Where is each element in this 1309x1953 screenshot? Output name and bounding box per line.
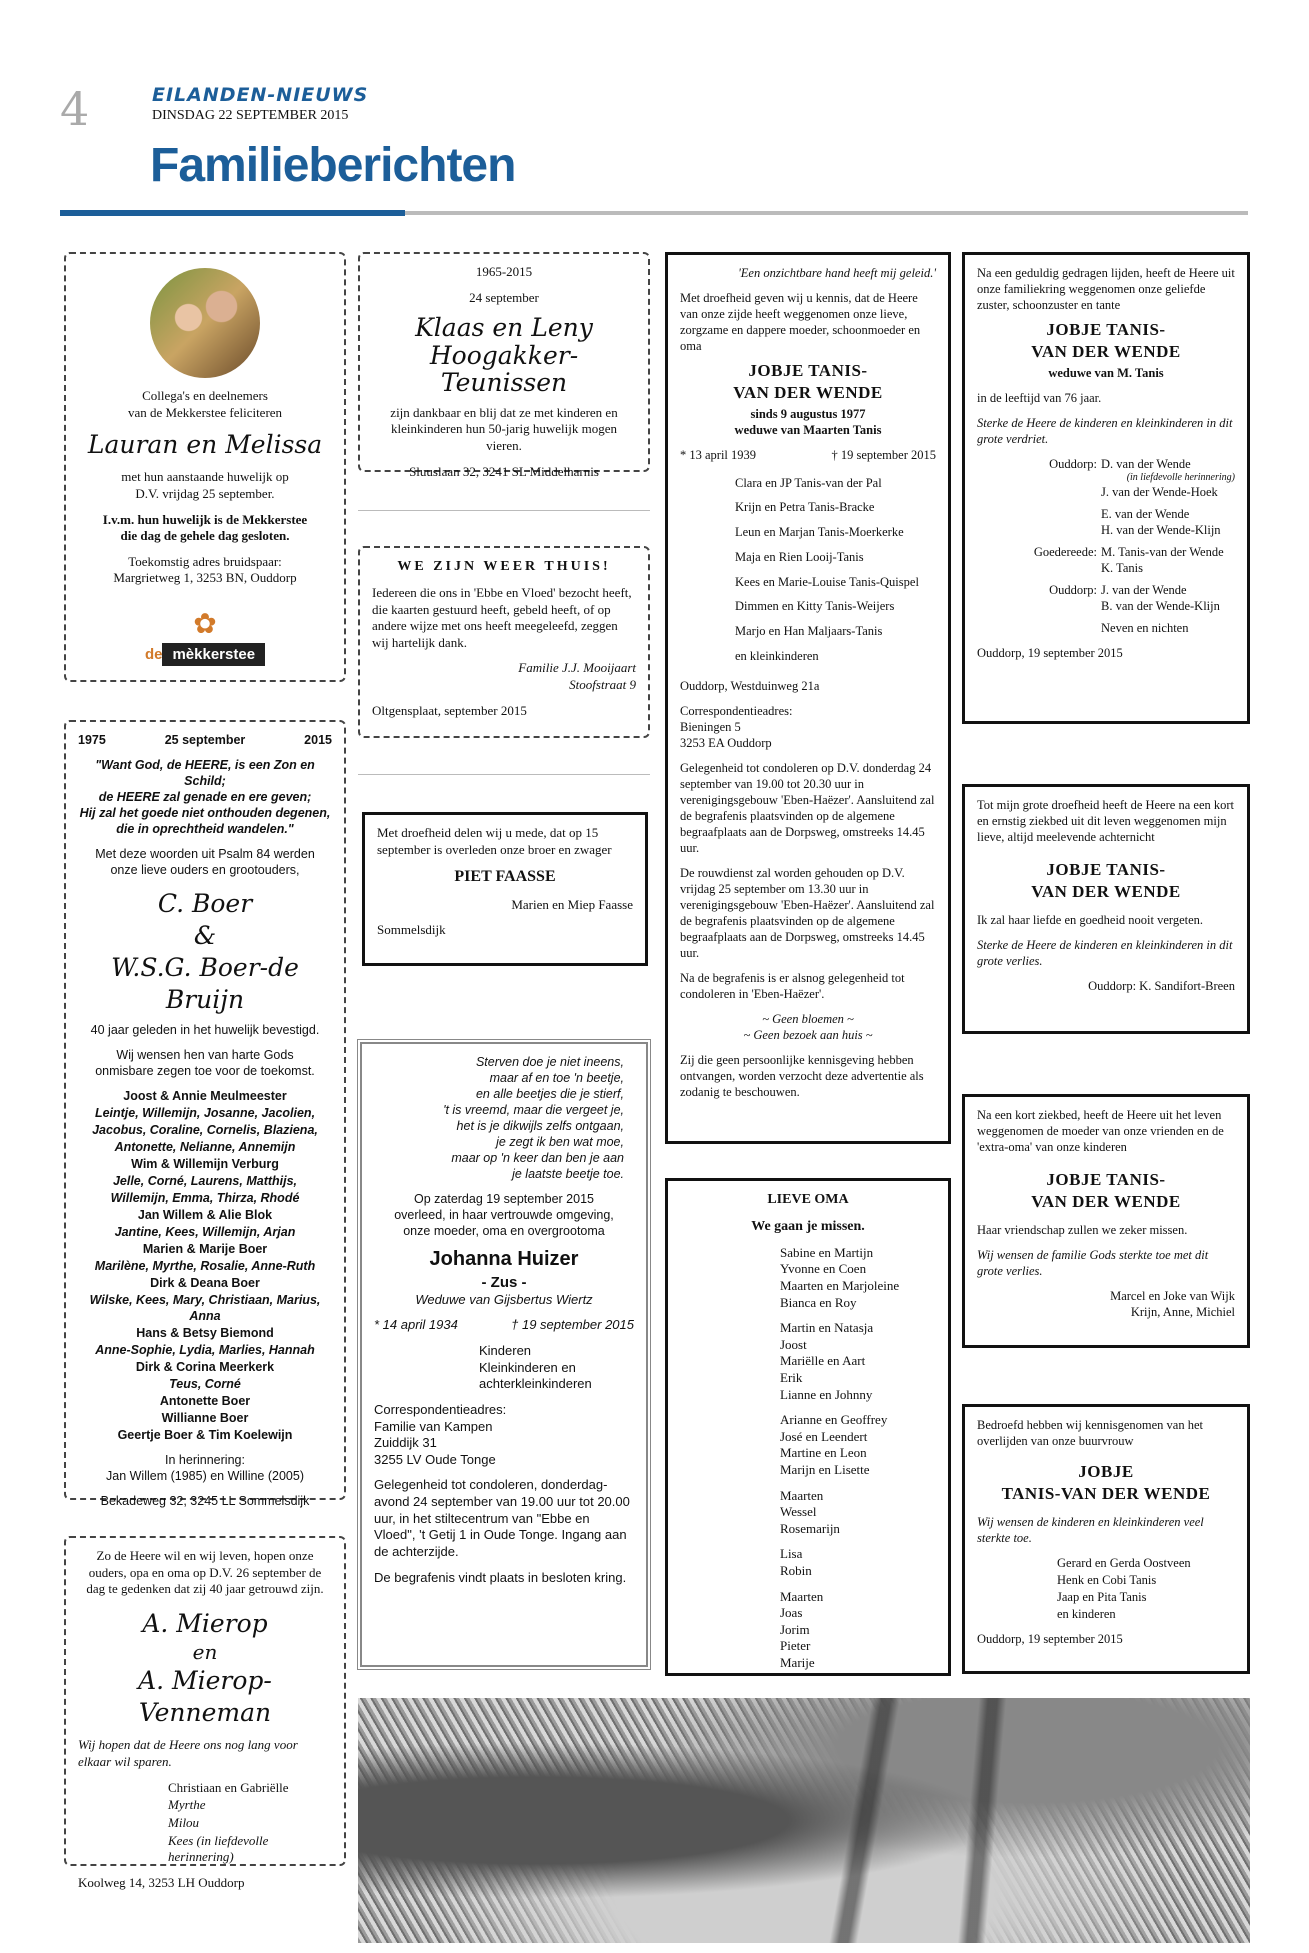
family-line: Dirk & Corina Meerkerk [135,1360,275,1374]
ad-obituary-van-wijk [962,1094,1250,1348]
wish-text: Wij wensen de kinderen en kleinkinderen veel sterkte toe. [977,1514,1204,1545]
ad-wedding-mekkerstee [64,252,346,682]
family-address: Koolweg 14, 3253 LH Ouddorp [78,1874,245,1890]
grandchild-name: Bianca en Roy [780,1294,857,1310]
family-line: Antonette Boer [159,1394,251,1408]
year-start: 1975 [78,733,106,747]
neighbour-name: Gerard en Gerda Oostveen [1057,1555,1191,1570]
relative-names [1101,544,1235,576]
anniversary-date: 25 september [164,733,246,747]
ad-intro: Zo de Heere wil en wij leven, hopen onze ouders, opa en oma op D.V. 26 september de dag te gedenken dat zij 40 jaar getrouwd zijn. [86,1548,324,1597]
grandchild-name: Maarten [780,1588,824,1604]
signature-name: Familie J.J. Mooijaart [518,660,636,676]
family-list [78,1088,332,1443]
family-line: Geertje Boer & Tim Koelewijn [117,1428,293,1442]
after-funeral-info: Na de begrafenis is er alsnog gelegenheid tot condoleren in 'Eben-Haëzer'. [680,970,905,1001]
logo-text: mèkkerstee [162,643,265,666]
ampersand: & [193,921,217,950]
place-date: Ouddorp, 19 september 2015 [977,1631,1123,1646]
relative-name: J. van der Wende [1101,583,1187,598]
wish-text: Wij wensen de familie Gods sterkte toe met dit grote verlies. [977,1247,1209,1278]
widow-of: weduwe van M. Tanis [1048,365,1164,380]
issue-date: DINSDAG 22 SEPTEMBER 2015 [152,108,349,123]
relative-name: D. van der Wende [1101,456,1191,471]
relative-place: Goedereede: [1033,545,1097,560]
relative-name: (in liefdevolle herinnering) [1126,471,1235,483]
died-date: † 19 september 2015 [831,447,936,462]
neighbour-name: Jaap en Pita Tanis [1057,1589,1147,1604]
relative-name: H. van der Wende-Klijn [1101,523,1221,538]
family-line: Joost & Annie Meulmeester [123,1089,287,1103]
grandchild-group [780,1245,936,1310]
grandchild-name: Arianne en Geoffrey [780,1412,888,1428]
grandchild-name: Pieter [780,1638,811,1654]
family-line: Marien & Marije Boer [142,1242,268,1256]
no-flowers-notice: ~ Geen bloemen ~ ~ Geen bezoek aan huis ~ [743,1011,873,1042]
grandchild-name: Marijn en Lisette [780,1461,870,1477]
header-rule-accent [60,210,405,216]
family-line: Jantine, Kees, Willemijn, Arjan [114,1225,296,1239]
family-line: Christiaan en Gabriëlle [168,1779,289,1795]
place: Sommelsdijk [377,922,446,938]
deceased-name: PIET FAASSE [454,868,556,886]
condolence-info: Gelegenheid tot condoleren, donderdag-avond 24 september van 19.00 uur tot 20.00 uur, in het stiltecentrum van "Ebbe en Vloed", 't Getij 1 in Oude Tonge. Ingang aan de achterzijde. [374,1477,630,1559]
anniversary-date: 24 september [469,289,539,305]
poem: Sterven doe je niet ineens, maar af en toe 'n beetje, en alle beetjes die je stierf, 't is vreemd, maar die vergeet je, het is je dikwijls zelfs ontgaan, je zegt ik ben wat moe, maar op 'n keer dan ben je aan je laatste beetje toe. [443,1055,624,1181]
grandchild-name: Martine en Leon [780,1445,867,1461]
goat-icon: ✿ [193,609,217,640]
family-line: Jan Willem & Alie Blok [137,1208,273,1222]
grandchild-name: Lianne en Johnny [780,1386,873,1402]
ad-text: zijn dankbaar en blij dat ze met kinderen en kleinkinderen hun 50-jarig huwelijk mogen vieren. [390,404,618,453]
ad-obituary-sandifort [962,784,1250,1034]
couple-names: Lauran en Melissa [87,430,323,460]
relative-entry [977,582,1235,614]
deceased-name: JOBJE TANIS-VAN DER WENDE [1001,1462,1211,1503]
wish-text: Wij wensen hen van harte Gods onmisbare zegen toe voor de toekomst. [95,1048,315,1078]
relative-place [977,620,1097,636]
wife-name: A. Mierop-Venneman [138,1666,272,1728]
correspondence-address: Correspondentieadres: Bieningen 5 3253 EA Ouddorp [680,703,793,750]
relative-names [1101,582,1235,614]
notice-text: Zij die geen persoonlijke kennisgeving hebben ontvangen, worden verzocht deze advertentie als zodanig te beschouwen. [680,1052,924,1099]
widow-of: weduwe van Maarten Tanis [734,422,882,437]
grandchild-name: Robin [780,1562,812,1578]
signature: Marien en Miep Faasse [511,896,633,912]
wish-text: Sterke de Heere de kinderen en kleinkinderen in dit grote verlies. [977,937,1233,968]
wish-text: Wij hopen dat de Heere ons nog lang voor elkaar wil sparen. [78,1737,298,1770]
relative-entry [977,506,1235,538]
grandchild-group [780,1488,936,1537]
and-text: en [192,1639,218,1664]
family-line: Antonette, Nelianne, Annemijn [114,1140,296,1154]
years-married: 40 jaar geleden in het huwelijk bevestigd. [90,1023,320,1037]
ad-obituary-neighbours [962,1404,1250,1674]
family-line: Marilène, Myrthe, Rosalie, Anne-Ruth [94,1259,316,1273]
place-date: Oltgensplaat, september 2015 [372,702,527,718]
grandchild-group [780,1589,936,1671]
years: 1965-2015 [475,264,533,279]
section-title: Familieberichten [150,139,516,192]
anniversary-header [78,732,332,748]
ad-intro: Na een kort ziekbed, heeft de Heere uit het leven weggenomen de moeder van onze vrienden en de 'extra-oma' van onze kinderen [977,1108,1224,1154]
divider [358,774,650,775]
ad-text: Op zaterdag 19 september 2015 overleed, in haar vertrouwde omgeving, onze moeder, oma en overgrootoma [394,1192,614,1238]
family-line: Anne-Sophie, Lydia, Marlies, Hannah [95,1343,315,1357]
nickname: - Zus - [481,1273,527,1291]
grandchild-name: Joas [780,1605,803,1621]
age-text: in de leeftijd van 76 jaar. [977,390,1102,405]
family-list [78,1780,332,1866]
family-line: Leintje, Willemijn, Josanne, Jacolien, [94,1106,316,1120]
family-line: Hans & Betsy Biemond [136,1326,274,1340]
grandchild-name: Marije [780,1654,815,1670]
newspaper-masthead: EILANDEN-NIEUWS [152,84,369,106]
grandchild-name: Yvonne en Coen [780,1261,867,1277]
ad-title: LIEVE OMA [767,1192,849,1207]
ad-thank-you-mooijaart [358,546,650,738]
ad-title: WE ZIJN WEER THUIS! [397,559,611,574]
grandchild-name: José en Leendert [780,1428,868,1444]
family: Kinderen Kleinkinderen en achterkleinkinderen [479,1343,592,1392]
grandchild-name: Mariëlle en Aart [780,1353,866,1369]
neighbour-name: en kinderen [1057,1606,1116,1621]
family-line: Leun en Marjan Tanis-Moerkerke [735,525,904,539]
ad-intro: Collega's en deelnemers van de Mekkerstee feliciteren [127,388,283,420]
relative-names [1101,456,1235,501]
ad-intro: Tot mijn grote droefheid heeft de Heere na een kort en ernstig ziekbed uit dit leven weggenomen mijn lieve, altijd meelevende achternicht [977,798,1235,844]
relative-name: K. Tanis [1101,561,1143,576]
signature: Ouddorp: K. Sandifort-Breen [1088,978,1235,993]
grandchild-name: Maarten en Marjoleine [780,1278,900,1293]
relative-entry [977,456,1235,501]
relative-entry [977,620,1235,636]
future-address: Toekomstig adres bruidspaar: Margrietweg 1, 3253 BN, Ouddorp [113,553,297,586]
relative-name: J. van der Wende-Hoek [1101,485,1218,500]
wish-text: Sterke de Heere de kinderen en kleinkinderen in dit grote verdriet. [977,415,1233,446]
ad-lieve-oma [665,1178,951,1676]
ad-obituary-tanis-relatives [962,252,1250,724]
widow-of: Weduwe van Gijsbertus Wiertz [415,1291,593,1307]
widow-since: sinds 9 augustus 1977 [750,406,866,421]
logo-prefix: de [144,645,163,663]
family-line: Willianne Boer [161,1411,249,1425]
relative-name: Neven en nichten [1101,621,1189,636]
grandchild-name: Rosemarijn [780,1520,840,1536]
grandchild-group [780,1412,936,1477]
ad-anniversary-boer [64,720,346,1508]
husband-name: A. Mierop [142,1608,268,1638]
funeral-info: De begrafenis vindt plaats in besloten kring. [374,1569,627,1585]
service-info: De rouwdienst zal worden gehouden op D.V. vrijdag 25 september om 13.30 uur in verenigingsgebouw 'Eben-Haëzer'. Aansluitend zal de begrafenis plaatsvinden op de algemene begraafplaats aan de Dorpsweg, omstreeks 14.45 uur. [680,865,935,960]
relative-name: E. van der Wende [1101,507,1190,522]
neighbour-name: Henk en Cobi Tanis [1057,1572,1157,1587]
neighbours-list [977,1555,1235,1622]
condolence-info: Gelegenheid tot condoleren op D.V. donderdag 24 september van 19.00 tot 20.30 uur in verenigingsgebouw 'Eben-Haëzer'. Aansluitend zal de begrafenis plaatsvinden op de algemene begraafplaats aan de Dorpsweg, omstreeks 14.45 uur. [680,760,935,855]
ad-text: Iedereen die ons in 'Ebbe en Vloed' bezocht heeft, die kaarten gestuurd heeft, gebeld heeft, of op andere wijze met ons heeft meegeleefd, zeggen wij hartelijk dank. [372,584,632,650]
relative-place: Ouddorp: [1049,583,1097,598]
husband-name: C. Boer [157,889,253,918]
family-line: Krijn en Petra Tanis-Bracke [735,500,875,515]
born-date: * 13 april 1939 [680,447,757,462]
grandchild-name: Maarten [780,1487,824,1503]
forest-path-photo [358,1698,1250,1943]
year-end: 2015 [304,733,332,747]
closed-notice: I.v.m. hun huwelijk is de Mekkerstee die dag de gehele dag gesloten. [102,511,308,544]
family-line: Wilske, Kees, Mary, Christiaan, Marius, Anna [89,1293,321,1323]
relative-names [1101,506,1235,538]
relative-name: M. Tanis-van der Wende [1101,545,1224,560]
couple-names: Klaas en Leny Hoogakker-Teunissen [415,313,593,398]
family-line: en kleinkinderen [735,648,819,663]
deceased-name: JOBJE TANIS- VAN DER WENDE [1031,1170,1181,1211]
family-line: Jacobus, Coraline, Cornelis, Blaziena, [92,1123,318,1137]
ad-text: met hun aanstaande huwelijk op D.V. vrijdag 25 september. [121,469,289,501]
grandchild-name: Sabine en Martijn [780,1244,874,1260]
deceased-name: JOBJE TANIS- VAN DER WENDE [1031,860,1181,901]
deceased-name: JOBJE TANIS- VAN DER WENDE [1031,320,1181,361]
bible-verse: "Want God, de HEERE, is een Zon en Schild; de HEERE zal genade en ere geven; Hij zal het goede niet onthouden degenen, die in oprechtheid wandelen." [79,758,331,836]
ad-intro: Bedroefd hebben wij kennisgenomen van het overlijden van onze buurvrouw [977,1418,1203,1448]
header-rule [405,211,1248,215]
relative-name: B. van der Wende-Klijn [1101,599,1220,614]
ad-anniversary-mierop [64,1536,346,1890]
grandchild-group [780,1320,936,1402]
divider [358,510,650,511]
ad-subtitle: We gaan je missen. [751,1218,865,1234]
relative-place [977,506,1097,538]
relative-entry [977,544,1235,576]
home-address: Ouddorp, Westduinweg 21a [680,678,820,693]
relative-names [1101,620,1235,636]
grandchild-name: Joost [780,1336,807,1352]
grandchild-name: Martin en Natasja [780,1320,874,1336]
ad-anniversary-hoogakker [358,252,650,479]
grandchild-name: Jorim [780,1621,810,1637]
page-number: 4 [60,82,90,136]
family-line: Kees (in liefdevolle herinnering) [168,1832,269,1865]
family-list [680,472,936,669]
memory-label: In herinnering: [165,1453,245,1467]
family-line: Jelle, Corné, Laurens, Matthijs, [112,1174,298,1188]
place-date: Ouddorp, 19 september 2015 [977,646,1123,661]
ad-obituary-huizer [360,1042,648,1667]
signature-address: Stoofstraat 9 [569,677,636,693]
ad-intro: Met droefheid geven wij u kennis, dat de Heere van onze zijde heeft weggenomen onze lieve, zorgzame en dappere moeder, schoonmoeder en oma [680,291,921,353]
ad-text: Ik zal haar liefde en goedheid nooit vergeten. [977,912,1204,927]
ad-obituary-tanis-family [665,252,951,1144]
couple-photo [150,268,260,378]
ad-text: Met droefheid delen wij u mede, dat op 15 september is overleden onze broer en zwager [377,825,612,857]
family-line: Dirk & Deana Boer [150,1276,260,1290]
family-line: Milou [168,1814,200,1830]
born-date: * 14 april 1934 [374,1317,458,1333]
ad-text: Haar vriendschap zullen we zeker missen. [977,1222,1188,1237]
psalm-text: Met deze woorden uit Psalm 84 werden onze lieve ouders en grootouders, [95,847,315,877]
family-line: Marjo en Han Maljaars-Tanis [735,624,883,638]
grandchild-name: Lisa [780,1546,803,1562]
correspondence-address: Correspondentieadres: Familie van Kampen Zuiddijk 31 3255 LV Oude Tonge [374,1401,507,1467]
wife-name: W.S.G. Boer-de Bruijn [111,953,299,1014]
family-address: Sluuslaan 32, 3241 SL Middelharnis [409,463,599,479]
family-line: Wim & Willemijn Verburg [131,1157,279,1171]
grandchildren-list [680,1245,936,1671]
family-line: Dimmen en Kitty Tanis-Weijers [735,599,895,614]
family-line: Willemijn, Emma, Thirza, Rhodé [110,1191,300,1205]
signature: Marcel en Joke van Wijk Krijn, Anne, Michiel [1110,1288,1235,1319]
grandchild-group [780,1546,936,1578]
family-line: Teus, Corné [169,1377,241,1391]
family-line: Maja en Rien Looij-Tanis [735,549,864,564]
died-date: † 19 september 2015 [511,1317,634,1333]
life-dates [680,447,936,463]
ad-obituary-faasse [362,812,648,966]
quote: 'Een onzichtbare hand heeft mij geleid.' [738,266,936,280]
grandchild-name: Wessel [780,1504,817,1520]
grandchild-name: Erik [780,1369,803,1385]
relative-place: Ouddorp: [1049,456,1097,471]
family-line: Kees en Marie-Louise Tanis-Quispel [735,574,919,589]
family-line: Clara en JP Tanis-van der Pal [735,475,882,490]
memory-names: Jan Willem (1985) en Willine (2005) [106,1469,304,1483]
ad-intro: Na een geduldig gedragen lijden, heeft de Heere uit onze familiekring weggenomen onze geliefde zuster, schoonzuster en tante [977,266,1235,312]
family-address: Bekadeweg 32, 3245 LL Sommelsdijk [100,1494,310,1508]
family-line: Myrthe [168,1797,206,1813]
deceased-name: JOBJE TANIS- VAN DER WENDE [733,361,883,402]
life-dates [374,1317,634,1334]
deceased-name: Johanna Huizer [429,1248,579,1270]
mekkerstee-logo [78,607,332,666]
relatives-list [977,456,1235,637]
